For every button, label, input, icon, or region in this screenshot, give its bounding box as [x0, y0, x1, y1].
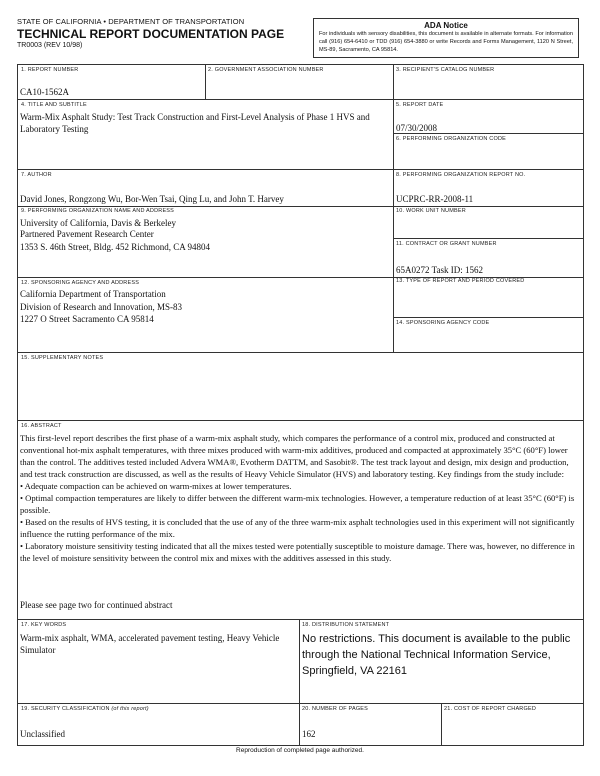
abstract-paragraph: This first-level report describes the first phase of a warm-mix asphalt study, which compares the performance of a control mix, produced and constructed at conventional hot-mix asphalt temperatures, with three mixes produced with warm-mix additives, produced and compacted at approximately 35°C (60°F) lower than the control. The additives tested included Advera WMA®, Evotherm DATTM, and Sasobit®. The test track layout and design, mix design and production, and test track construction are discussed, as well as the results of Heavy Vehicle Simulator (HVS) and laboratory testing. Key findings from the study include: — [20, 433, 569, 479]
key-words-label: 17. KEY WORDS — [21, 622, 67, 628]
performing-org-name-label: 9. PERFORMING ORGANIZATION NAME AND ADDRESS — [21, 208, 175, 214]
performing-org-report-value: UCPRC-RR-2008-11 — [396, 194, 474, 204]
performing-org-code-label: 6. PERFORMING ORGANIZATION CODE — [396, 136, 506, 142]
work-unit-label: 10. WORK UNIT NUMBER — [396, 208, 466, 214]
ada-notice-box — [313, 18, 579, 58]
author-label: 7. AUTHOR — [21, 172, 52, 178]
abstract-bullet: • Adequate compaction can be achieved on warm-mixes at lower temperatures. — [20, 481, 292, 491]
security-classification-value: Unclassified — [20, 729, 65, 739]
author-value: David Jones, Rongzong Wu, Bor-Wen Tsai, Qing Lu, and John T. Harvey — [20, 194, 284, 204]
contract-grant-label: 11. CONTRACT OR GRANT NUMBER — [396, 241, 497, 247]
contract-grant-value: 65A0272 Task ID: 1562 — [396, 265, 483, 275]
gov-accession-label: 2. GOVERNMENT ASSOCIATION NUMBER — [208, 67, 324, 73]
page-title: TECHNICAL REPORT DOCUMENTATION PAGE — [17, 27, 285, 41]
abstract-label: 16. ABSTRACT — [21, 423, 62, 429]
agency-line: STATE OF CALIFORNIA • DEPARTMENT OF TRANSPORTATION — [17, 17, 245, 26]
sponsor-line-2: Division of Research and Innovation, MS-83 — [20, 302, 182, 312]
abstract-bullet: • Based on the results of HVS testing, it is concluded that the use of any of the three warm-mix asphalt technologies used in this experiment will not significantly influence the rutting performance of the mix. — [20, 517, 575, 539]
sponsor-line-3: 1227 O Street Sacramento CA 95814 — [20, 314, 154, 324]
abstract-bullet: • Optimal compaction temperatures are likely to differ between the different warm-mix technologies. However, a temperature reduction of at least 35°C (60°F) is possible. — [20, 493, 575, 515]
title-subtitle-value: Warm-Mix Asphalt Study: Test Track Construction and First-Level Analysis of Phase 1 HVS and Laboratory Testing — [20, 112, 370, 134]
number-of-pages-value: 162 — [302, 729, 316, 739]
recipient-catalog-label: 3. RECIPIENT'S CATALOG NUMBER — [396, 67, 495, 73]
sponsor-label: 12. SPONSORING AGENCY AND ADDRESS — [21, 280, 140, 286]
report-date-label: 5. REPORT DATE — [396, 102, 444, 108]
ada-notice-title: ADA Notice — [424, 21, 468, 30]
security-classification-label-main: 19. SECURITY CLASSIFICATION — [21, 706, 110, 712]
abstract-bullet: • Laboratory moisture sensitivity testing indicated that all the mixes tested were potentially susceptible to moisture damage. There was, however, no difference in the level of moisture sensitivity between the control mix and mixes with the additives assessed in this study. — [20, 541, 575, 563]
security-classification-label-note: (of this report) — [111, 706, 149, 712]
performing-org-report-label: 8. PERFORMING ORGANIZATION REPORT NO. — [396, 172, 526, 178]
footer-note: Reproduction of completed page authorized. — [236, 747, 364, 754]
sponsor-code-label: 14. SPONSORING AGENCY CODE — [396, 320, 490, 326]
sponsor-line-1: California Department of Transportation — [20, 289, 166, 299]
report-type-label: 13. TYPE OF REPORT AND PERIOD COVERED — [396, 278, 525, 284]
key-words-value: Warm-mix asphalt, WMA, accelerated pavement testing, Heavy Vehicle Simulator — [20, 633, 280, 655]
report-number-label: 1. REPORT NUMBER — [21, 67, 79, 73]
abstract-continued: Please see page two for continued abstract — [20, 600, 173, 610]
security-classification-label — [21, 706, 149, 712]
distribution-value: No restrictions. This document is available to the public through the National Technical Information Service, Springfield, VA 22161 — [302, 633, 571, 677]
performing-org-line-3: 1353 S. 46th Street, Bldg. 452 Richmond, CA 94804 — [20, 242, 211, 252]
report-documentation-form — [17, 64, 584, 746]
title-subtitle-label: 4. TITLE AND SUBTITLE — [21, 102, 87, 108]
distribution-label: 18. DISTRIBUTION STATEMENT — [302, 622, 390, 628]
number-of-pages-label: 20. NUMBER OF PAGES — [302, 706, 369, 712]
cost-label: 21. COST OF REPORT CHARGED — [444, 706, 536, 712]
ada-notice-text: For individuals with sensory disabilities, this document is available in alternate formats. For information call (916) 654-6410 or TDD (916) 654-3880 or write Records and Forms Management, 1120 N Street, MS-89, Sacramento, CA 95814. — [319, 31, 573, 53]
performing-org-line-1: University of California, Davis & Berkeley — [20, 218, 176, 228]
performing-org-line-2: Partnered Pavement Research Center — [20, 229, 154, 239]
supplementary-notes-label: 15. SUPPLEMENTARY NOTES — [21, 355, 104, 361]
report-date-value: 07/30/2008 — [396, 123, 438, 133]
report-number-value: CA10-1562A — [20, 87, 69, 97]
form-id: TR0003 (REV 10/98) — [17, 42, 83, 49]
abstract-body — [20, 432, 581, 564]
